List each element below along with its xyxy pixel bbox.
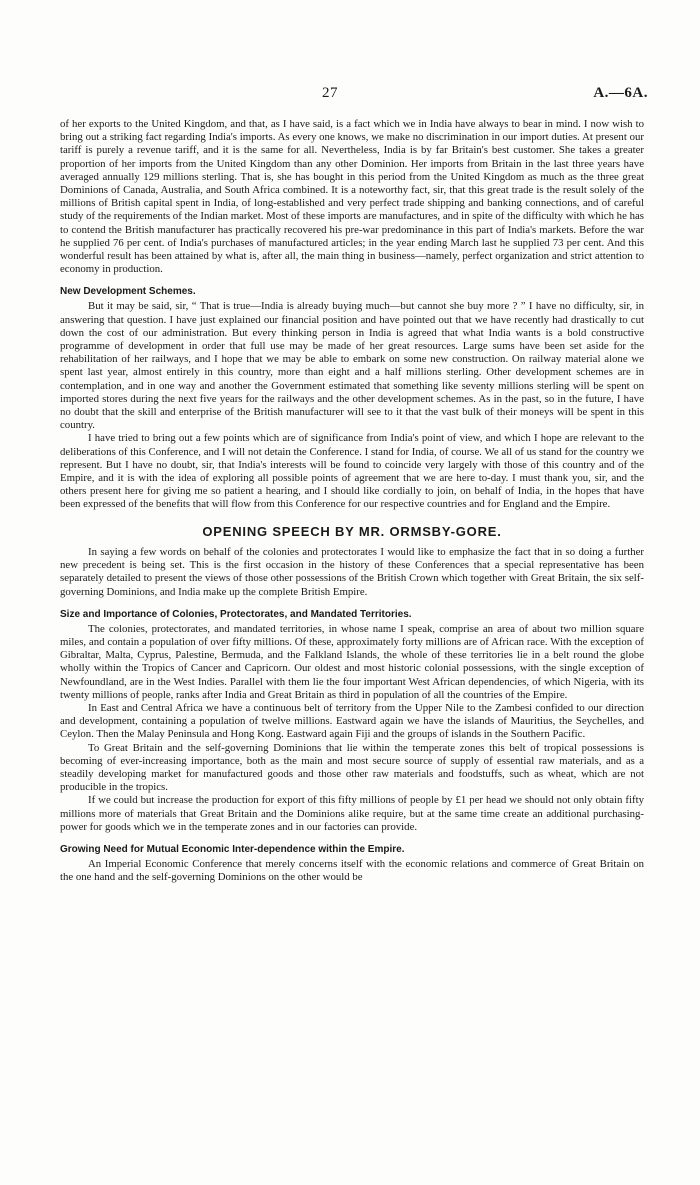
paragraph: In saying a few words on behalf of the colonies and protectorates I would like to emphasize the fact that in so doing a further new precedent is being set. This is the first occasion in the history of these Conferences that a special representative has been separately detailed to present the views of those other possessions of the British Crown which together with Great Britain, the six self-governing Dominions, and India make up the complete British Empire. [60, 545, 644, 598]
body-text [60, 118, 644, 884]
paragraph: I have tried to bring out a few points which are of significance from India's point of view, and which I hope are relevant to the deliberations of this Conference, and I will not detain the Conference. I stand for India, of course. We all of us stand for the country we represent. But I have no doubt, sir, that India's interests will be found to coincide very largely with those of this country and of the Empire, and it is with the idea of exploring all possible points of agreement that we are here to-day. I must thank you, sir, and the others present here for giving me so patient a hearing, and I should like cordially to join, on behalf of India, in the hopes that have been expressed of the benefits that will flow from this Conference for our respective countries and for England and the Empire. [60, 432, 644, 511]
page-header [0, 85, 700, 105]
section-subheading: Size and Importance of Colonies, Protectorates, and Mandated Territories. [60, 608, 412, 620]
paragraph: To Great Britain and the self-governing Dominions that lie within the temperate zones this belt of tropical possessions is becoming of ever-increasing importance, both as the main and most secure source of supply of essential raw materials, and as a steadily developing market for manufactured goods and those other raw materials and foodstuffs, such as wheat, which are not producible in the tropics. [60, 741, 644, 794]
section-subheading: Growing Need for Mutual Economic Inter-dependence within the Empire. [60, 843, 405, 855]
paragraph: of her exports to the United Kingdom, and that, as I have said, is a fact which we in India have always to bear in mind. I now wish to bring out a striking fact regarding India's imports. As every one knows, we make no discrimination in our import duties. At present our tariff is purely a revenue tariff, and it is the same for all. Nevertheless, India is by far Britain's best customer. She takes a greater proportion of her imports from the United Kingdom than any other Dominion. Her imports from Britain in the last three years have averaged annually 129 millions sterling. That is, she has bought in this period from the United Kingdom as much as the three great Dominions of Canada, Australia, and South Africa combined. It is a noteworthy fact, sir, that this great trade is the result solely of the millions of British capital spent in India, of long-established and very perfect trade shipping and banking connections, and of careful study of the requirements of the Indian market. Most of these imports are manufactures, and in spite of the difficulty with which he has to contend the British manufacturer has practically recovered his pre-war predominance in this part of India's markets. Before the war he supplied 76 per cent. of India's purchases of manufactured articles; in the year ending March last he supplied 73 per cent. And this wonderful result has been attained by what is, after all, the main thing in business—namely, perfect organization and strict attention to economy in production. [60, 118, 644, 276]
page-number: 27 [322, 85, 338, 101]
paragraph: If we could but increase the production for export of this fifty millions of people by £1 per head we should not only obtain fifty millions more of materials that Great Britain and the Dominions alike require, but at the same time create an additional purchasing-power for goods which we in the temperate zones and in our factories can provide. [60, 794, 644, 833]
document-reference: A.—6A. [593, 85, 648, 101]
speech-heading: OPENING SPEECH BY MR. ORMSBY-GORE. [202, 523, 502, 539]
paragraph: An Imperial Economic Conference that merely concerns itself with the economic relations and commerce of Great Britain on the one hand and the self-governing Dominions on the other would be [60, 857, 644, 884]
paragraph: The colonies, protectorates, and mandated territories, in whose name I speak, comprise an area of about two million square miles, and contain a population of over fifty millions. Of these, approximately forty millions are of African race. With the exception of Gibraltar, Malta, Cyprus, Palestine, Bermuda, and the Falkland Islands, the whole of these territories lie in a belt round the globe wholly within the Tropics of Cancer and Capricorn. Our oldest and most historic colonial possessions, with the single exception of Newfoundland, are in the West Indies. Parallel with them lie the four important West African dependencies, of which Nigeria, with its twenty millions of people, ranks after India and Great Britain as third in population of all the countries of the Empire. [60, 622, 644, 701]
section-subheading: New Development Schemes. [60, 286, 196, 298]
paragraph: In East and Central Africa we have a continuous belt of territory from the Upper Nile to the Zambesi confided to our direction and development, containing a population of twelve millions. Eastward again we have the islands of Mauritius, the Seychelles, and Ceylon. Then the Malay Peninsula and Hong Kong. Eastward again Fiji and the groups of islands in the Southern Pacific. [60, 701, 644, 741]
paragraph: But it may be said, sir, “ That is true—India is already buying much—but cannot she buy more ? ” I have no difficulty, sir, in answering that question. I have just explained our financial position and have pointed out that we have recently had drastically to cut down the cost of our administration. But every thinking person in India is agreed that what India wants is a bold constructive programme of development in order that full use may be made of her great resources. Large sums have been set aside for the rehabilitation of her railways, and I hope that we may be able to embark on some new construction. On railway material alone we spent last year, almost entirely in this country, more than eight and a half millions sterling. Other development schemes are in contemplation, and in one way and another the Government estimated that something like seventy millions sterling will be spent on imported stores during the next five years for the railways and the other development schemes. As in the past, so in the future, I have no doubt that the skill and enterprise of the British manufacturer will see to it that the vast bulk of their moneys will be spent in this country. [60, 300, 644, 432]
